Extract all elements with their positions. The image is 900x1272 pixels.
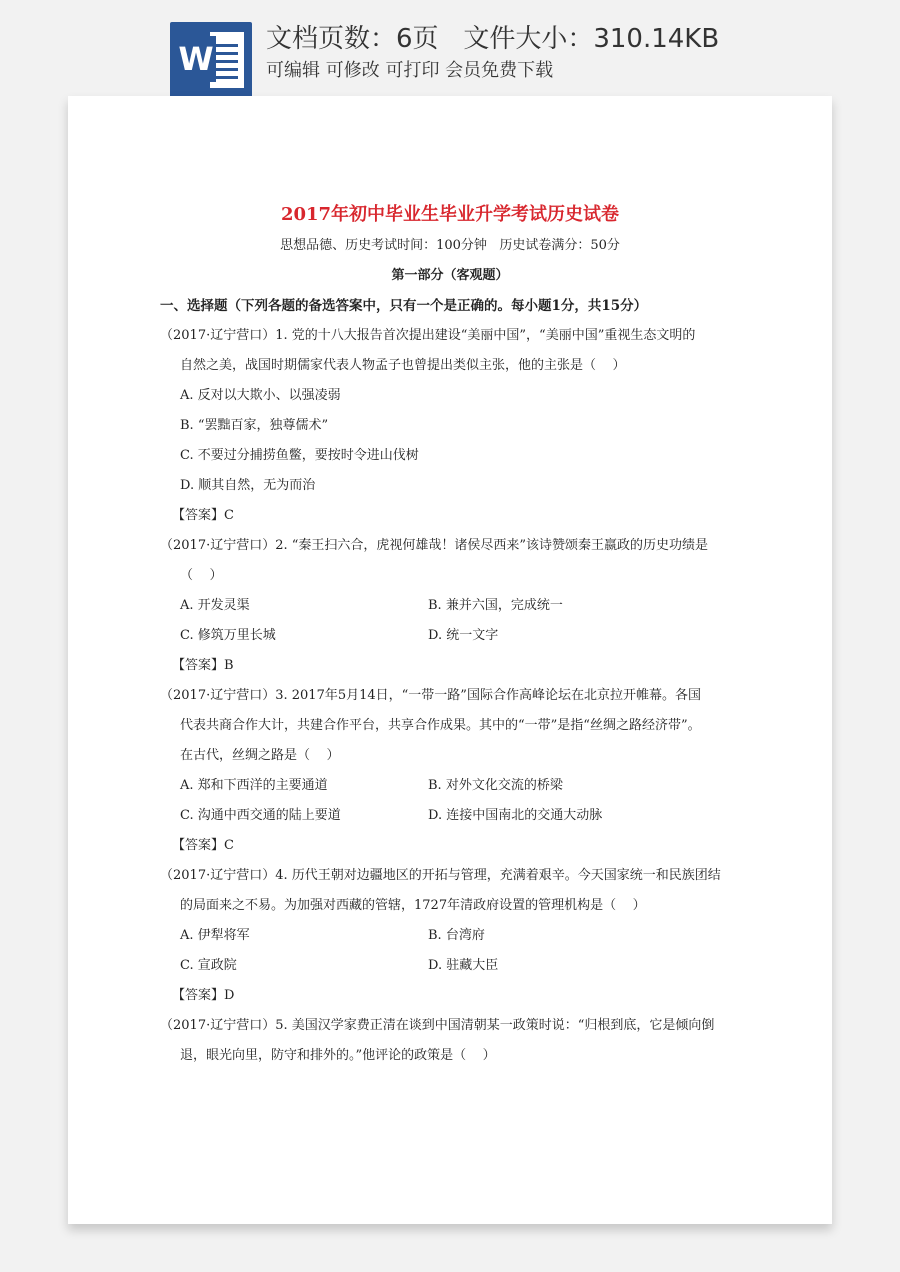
- question-4-option-a: A. 伊犁将军: [180, 928, 250, 943]
- question-1-stem: （2017·辽宁营口）1. 党的十八大报告首次提出建设“美丽中国”，“美丽中国”重视生态文明的: [160, 328, 696, 343]
- text-line-shape: [216, 52, 238, 55]
- text-line-shape: [216, 76, 238, 79]
- section-heading: 一、选择题（下列各题的备选答案中，只有一个是正确的。每小题1分，共15分）: [160, 298, 648, 314]
- question-4-option-b: B. 台湾府: [428, 928, 485, 943]
- question-5-stem: （2017·辽宁营口）5. 美国汉学家费正清在谈到中国清朝某一政策时说：“归根到底，它是倾向倒: [160, 1018, 715, 1033]
- question-2-stem-cont: （ ）: [180, 568, 223, 583]
- question-4-answer: 【答案】D: [172, 988, 235, 1003]
- question-4-option-d: D. 驻藏大臣: [428, 958, 499, 973]
- word-letter: W: [176, 36, 216, 82]
- question-3-option-c: C. 沟通中西交通的陆上要道: [180, 808, 341, 823]
- text-line-shape: [216, 68, 238, 71]
- question-1-answer: 【答案】C: [172, 508, 234, 523]
- question-2-option-c: C. 修筑万里长城: [180, 628, 276, 643]
- question-3-stem-cont: 代表共商合作大计，共建合作平台，共享合作成果。其中的“一带”是指“丝绸之路经济带”。: [180, 718, 701, 733]
- question-3-option-b: B. 对外文化交流的桥梁: [428, 778, 563, 793]
- question-1-option-d: D. 顺其自然，无为而治: [180, 478, 316, 493]
- question-3-answer: 【答案】C: [172, 838, 234, 853]
- part-heading: 第一部分（客观题）: [391, 268, 509, 283]
- question-4-stem-cont: 的局面来之不易。为加强对西藏的管辖，1727年清政府设置的管理机构是（ ）: [180, 898, 646, 913]
- exam-info: 思想品德、历史考试时间：100分钟 历史试卷满分：50分: [280, 238, 620, 253]
- document-title: 2017年初中毕业生毕业升学考试历史试卷: [280, 204, 620, 225]
- question-2-stem: （2017·辽宁营口）2. “秦王扫六合，虎视何雄哉！诸侯尽西来”该诗赞颂秦王嬴政的历史功绩是: [160, 538, 709, 553]
- download-banner: [0, 0, 900, 96]
- question-2-option-b: B. 兼并六国，完成统一: [428, 598, 563, 613]
- question-2-option-a: A. 开发灵渠: [180, 598, 250, 613]
- question-1-option-b: B. “罢黜百家，独尊儒术”: [180, 418, 329, 433]
- question-2-answer: 【答案】B: [172, 658, 234, 673]
- word-document-icon: [170, 22, 252, 98]
- text-line-shape: [216, 44, 238, 47]
- question-1-option-a: A. 反对以大欺小、以强凌弱: [180, 388, 341, 403]
- question-3-option-d: D. 连接中国南北的交通大动脉: [428, 808, 603, 823]
- question-3-stem-cont-2: 在古代，丝绸之路是（ ）: [180, 748, 340, 763]
- question-1-option-c: C. 不要过分捕捞鱼鳖，要按时令进山伐树: [180, 448, 419, 463]
- question-4-option-c: C. 宣政院: [180, 958, 237, 973]
- question-1-stem-cont: 自然之美，战国时期儒家代表人物孟子也曾提出类似主张，他的主张是（ ）: [180, 358, 626, 373]
- file-info-title: 文档页数：6页 文件大小：310.14KB: [266, 24, 720, 54]
- question-2-option-d: D. 统一文字: [428, 628, 499, 643]
- question-3-stem: （2017·辽宁营口）3. 2017年5月14日，“一带一路”国际合作高峰论坛在北京拉开帷幕。各国: [160, 688, 701, 703]
- question-4-stem: （2017·辽宁营口）4. 历代王朝对边疆地区的开拓与管理，充满着艰辛。今天国家统一和民族团结: [160, 868, 721, 883]
- file-features: 可编辑 可修改 可打印 会员免费下载: [266, 60, 554, 81]
- text-line-shape: [216, 60, 238, 63]
- document-page: [68, 96, 832, 1224]
- question-3-option-a: A. 郑和下西洋的主要通道: [180, 778, 328, 793]
- question-5-stem-cont: 退，眼光向里，防守和排外的。”他评论的政策是（ ）: [180, 1048, 496, 1063]
